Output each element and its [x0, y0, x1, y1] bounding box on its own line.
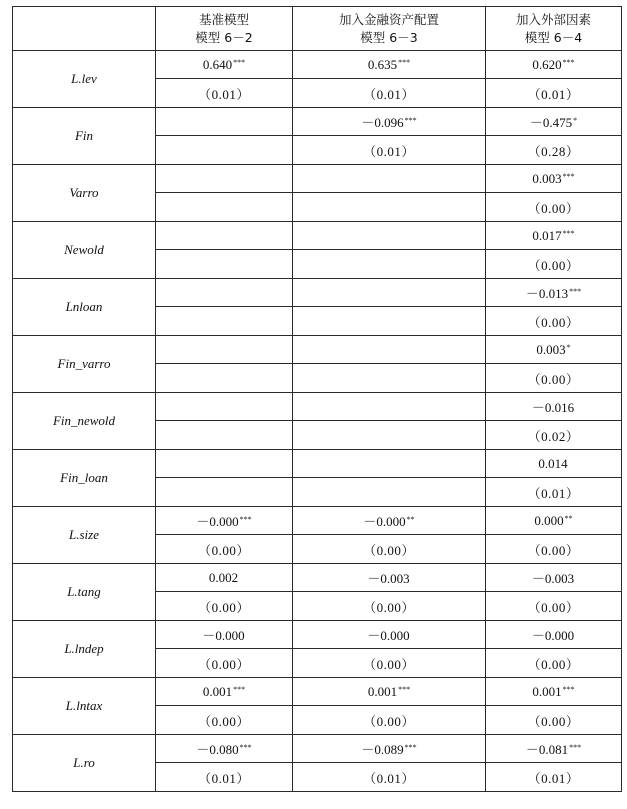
standard-error-cell	[156, 307, 293, 336]
column-header-model-6-4	[486, 7, 622, 51]
standard-error-cell	[156, 250, 293, 279]
variable-name-cell: L.lndep	[13, 621, 156, 678]
standard-error-cell	[156, 535, 293, 564]
variable-name-cell: L.lev	[13, 51, 156, 108]
significance-stars: ***	[562, 171, 575, 181]
significance-stars: ***	[398, 57, 411, 67]
standard-error-value: （0.01）	[363, 86, 415, 102]
coefficient-cell	[156, 621, 293, 649]
standard-error-value: （0.00）	[363, 656, 415, 672]
column-header-model-6-2	[156, 7, 293, 51]
table-row-coefficient	[13, 165, 622, 193]
coefficient-cell	[486, 507, 622, 535]
significance-stars: **	[406, 515, 415, 524]
coefficient-cell	[486, 393, 622, 421]
standard-error-cell	[293, 79, 486, 108]
standard-error-value: （0.01）	[527, 485, 580, 501]
standard-error-value: （0.00）	[527, 542, 580, 558]
standard-error-cell	[293, 136, 486, 165]
standard-error-cell	[293, 763, 486, 792]
coefficient-value: 0.003	[532, 170, 562, 186]
standard-error-value: （0.00）	[527, 200, 580, 216]
significance-stars: **	[564, 513, 573, 523]
coefficient-cell	[156, 222, 293, 250]
coefficient-value: －0.080	[196, 742, 239, 757]
standard-error-value: （0.01）	[363, 143, 415, 159]
coefficient-value: －0.013	[525, 286, 569, 301]
coefficient-cell	[293, 564, 486, 592]
significance-stars: *	[566, 342, 571, 352]
standard-error-cell	[156, 136, 293, 165]
coefficient-value: －0.000	[196, 514, 239, 529]
table-row-coefficient	[13, 678, 622, 706]
standard-error-cell	[486, 763, 622, 792]
column-header-title: 基准模型	[198, 11, 249, 27]
coefficient-value: －0.089	[361, 742, 404, 757]
coefficient-cell	[486, 450, 622, 478]
coefficient-cell	[156, 51, 293, 79]
standard-error-value: （0.00）	[363, 599, 415, 615]
significance-stars: ***	[569, 287, 582, 296]
significance-stars: ***	[233, 684, 246, 694]
standard-error-cell	[156, 592, 293, 621]
standard-error-cell	[293, 250, 486, 279]
variable-name-cell: Lnloan	[13, 279, 156, 336]
variable-name-cell: Fin_newold	[13, 393, 156, 450]
coefficient-cell	[486, 165, 622, 193]
significance-stars: ***	[562, 684, 575, 694]
coefficient-cell	[293, 51, 486, 79]
standard-error-value: （0.00）	[527, 257, 580, 273]
table-row-coefficient	[13, 735, 622, 763]
standard-error-cell	[486, 592, 622, 621]
coefficient-cell	[156, 279, 293, 307]
coefficient-cell	[486, 336, 622, 364]
coefficient-cell	[156, 165, 293, 193]
variable-name-cell: Fin_loan	[13, 450, 156, 507]
coefficient-value: －0.003	[531, 571, 575, 586]
standard-error-value: （0.00）	[527, 371, 580, 387]
table-row-coefficient	[13, 393, 622, 421]
table-row-coefficient	[13, 222, 622, 250]
table-row-coefficient	[13, 336, 622, 364]
coefficient-cell	[156, 336, 293, 364]
standard-error-value: （0.00）	[198, 599, 250, 615]
coefficient-value: －0.000	[202, 628, 245, 643]
coefficient-value: 0.014	[538, 455, 568, 471]
standard-error-cell	[486, 478, 622, 507]
variable-name-cell: Newold	[13, 222, 156, 279]
column-header-model: 模型 6－4	[524, 29, 583, 45]
variable-name-cell: L.ro	[13, 735, 156, 792]
standard-error-value: （0.00）	[198, 656, 250, 672]
coefficient-cell	[293, 336, 486, 364]
table-row-coefficient	[13, 51, 622, 79]
significance-stars: ***	[404, 743, 417, 752]
coefficient-value: 0.640	[202, 56, 233, 72]
standard-error-cell	[486, 649, 622, 678]
table-row-coefficient	[13, 108, 622, 136]
significance-stars: ***	[562, 228, 575, 238]
standard-error-cell	[156, 421, 293, 450]
coefficient-cell	[293, 678, 486, 706]
coefficient-value: －0.016	[531, 400, 575, 415]
standard-error-value: （0.01）	[527, 770, 580, 786]
column-header-title: 加入外部因素	[515, 11, 591, 27]
coefficient-cell	[156, 450, 293, 478]
coefficient-cell	[486, 222, 622, 250]
coefficient-cell	[293, 735, 486, 763]
standard-error-value: （0.00）	[527, 599, 580, 615]
significance-stars: ***	[404, 116, 417, 125]
table-row-coefficient	[13, 279, 622, 307]
coefficient-value: 0.000	[534, 512, 564, 528]
table-row-coefficient	[13, 621, 622, 649]
standard-error-cell	[486, 79, 622, 108]
standard-error-cell	[293, 364, 486, 393]
standard-error-cell	[486, 421, 622, 450]
standard-error-cell	[293, 706, 486, 735]
standard-error-value: （0.00）	[363, 542, 415, 558]
standard-error-cell	[293, 421, 486, 450]
coefficient-value: －0.475	[529, 115, 573, 130]
column-header-title: 加入金融资产配置	[338, 11, 439, 27]
significance-stars: ***	[398, 684, 411, 694]
coefficient-value: －0.081	[525, 742, 569, 757]
standard-error-cell	[486, 706, 622, 735]
standard-error-value: （0.00）	[527, 656, 580, 672]
coefficient-cell	[293, 108, 486, 136]
coefficient-cell	[156, 564, 293, 592]
standard-error-cell	[293, 649, 486, 678]
standard-error-cell	[156, 79, 293, 108]
coefficient-cell	[156, 507, 293, 535]
coefficient-value: －0.000	[363, 514, 406, 529]
standard-error-value: （0.01）	[363, 770, 415, 786]
standard-error-value: （0.00）	[527, 314, 580, 330]
standard-error-cell	[486, 307, 622, 336]
coefficient-value: 0.003	[536, 341, 566, 357]
variable-name-cell: L.lntax	[13, 678, 156, 735]
coefficient-cell	[293, 621, 486, 649]
variable-name-cell: L.size	[13, 507, 156, 564]
standard-error-value: （0.00）	[198, 542, 250, 558]
standard-error-value: （0.00）	[198, 713, 250, 729]
table-row-coefficient	[13, 507, 622, 535]
significance-stars: ***	[239, 515, 252, 524]
standard-error-cell	[486, 193, 622, 222]
variable-name-cell: L.tang	[13, 564, 156, 621]
standard-error-value: （0.02）	[527, 428, 580, 444]
regression-results-table	[12, 6, 622, 792]
coefficient-cell	[486, 108, 622, 136]
coefficient-value: 0.001	[367, 683, 398, 699]
significance-stars: *	[573, 116, 578, 125]
standard-error-cell	[293, 307, 486, 336]
coefficient-cell	[486, 279, 622, 307]
standard-error-value: （0.28）	[527, 143, 580, 159]
standard-error-cell	[293, 535, 486, 564]
table-row-coefficient	[13, 564, 622, 592]
header-corner-cell	[13, 7, 156, 51]
header-row	[13, 7, 622, 51]
standard-error-cell	[486, 535, 622, 564]
standard-error-cell	[156, 763, 293, 792]
standard-error-cell	[293, 193, 486, 222]
coefficient-cell	[293, 165, 486, 193]
coefficient-cell	[486, 564, 622, 592]
table-body	[13, 51, 622, 792]
coefficient-value: 0.001	[532, 683, 562, 699]
standard-error-value: （0.00）	[527, 713, 580, 729]
standard-error-cell	[486, 136, 622, 165]
coefficient-cell	[293, 279, 486, 307]
standard-error-value: （0.00）	[363, 713, 415, 729]
coefficient-cell	[293, 393, 486, 421]
standard-error-cell	[156, 478, 293, 507]
coefficient-cell	[156, 108, 293, 136]
coefficient-value: －0.003	[367, 571, 410, 586]
variable-name-cell: Fin_varro	[13, 336, 156, 393]
standard-error-cell	[486, 364, 622, 393]
coefficient-cell	[486, 735, 622, 763]
standard-error-value: （0.01）	[198, 770, 250, 786]
variable-name-cell: Varro	[13, 165, 156, 222]
coefficient-cell	[486, 621, 622, 649]
coefficient-cell	[156, 393, 293, 421]
significance-stars: ***	[562, 57, 575, 67]
standard-error-value: （0.01）	[198, 86, 250, 102]
standard-error-cell	[156, 649, 293, 678]
coefficient-cell	[156, 735, 293, 763]
variable-name-cell: Fin	[13, 108, 156, 165]
significance-stars: ***	[239, 743, 252, 752]
column-header-model: 模型 6－3	[360, 29, 418, 45]
coefficient-value: －0.000	[367, 628, 410, 643]
table-header	[13, 7, 622, 51]
coefficient-value: 0.635	[367, 56, 398, 72]
coefficient-cell	[486, 678, 622, 706]
coefficient-cell	[293, 507, 486, 535]
coefficient-value: 0.001	[202, 683, 233, 699]
column-header-model-6-3	[293, 7, 486, 51]
standard-error-cell	[293, 592, 486, 621]
coefficient-cell	[293, 222, 486, 250]
standard-error-cell	[486, 250, 622, 279]
significance-stars: ***	[233, 57, 246, 67]
column-header-model: 模型 6－2	[195, 29, 253, 45]
coefficient-value: 0.002	[208, 569, 239, 585]
standard-error-cell	[293, 478, 486, 507]
coefficient-value: －0.096	[361, 115, 404, 130]
coefficient-cell	[486, 51, 622, 79]
standard-error-cell	[156, 193, 293, 222]
significance-stars: ***	[569, 743, 582, 752]
coefficient-value: 0.017	[532, 227, 562, 243]
standard-error-cell	[156, 706, 293, 735]
coefficient-value: －0.000	[531, 628, 575, 643]
standard-error-value: （0.01）	[527, 86, 580, 102]
coefficient-cell	[293, 450, 486, 478]
coefficient-value: 0.620	[532, 56, 562, 72]
standard-error-cell	[156, 364, 293, 393]
table-row-coefficient	[13, 450, 622, 478]
coefficient-cell	[156, 678, 293, 706]
